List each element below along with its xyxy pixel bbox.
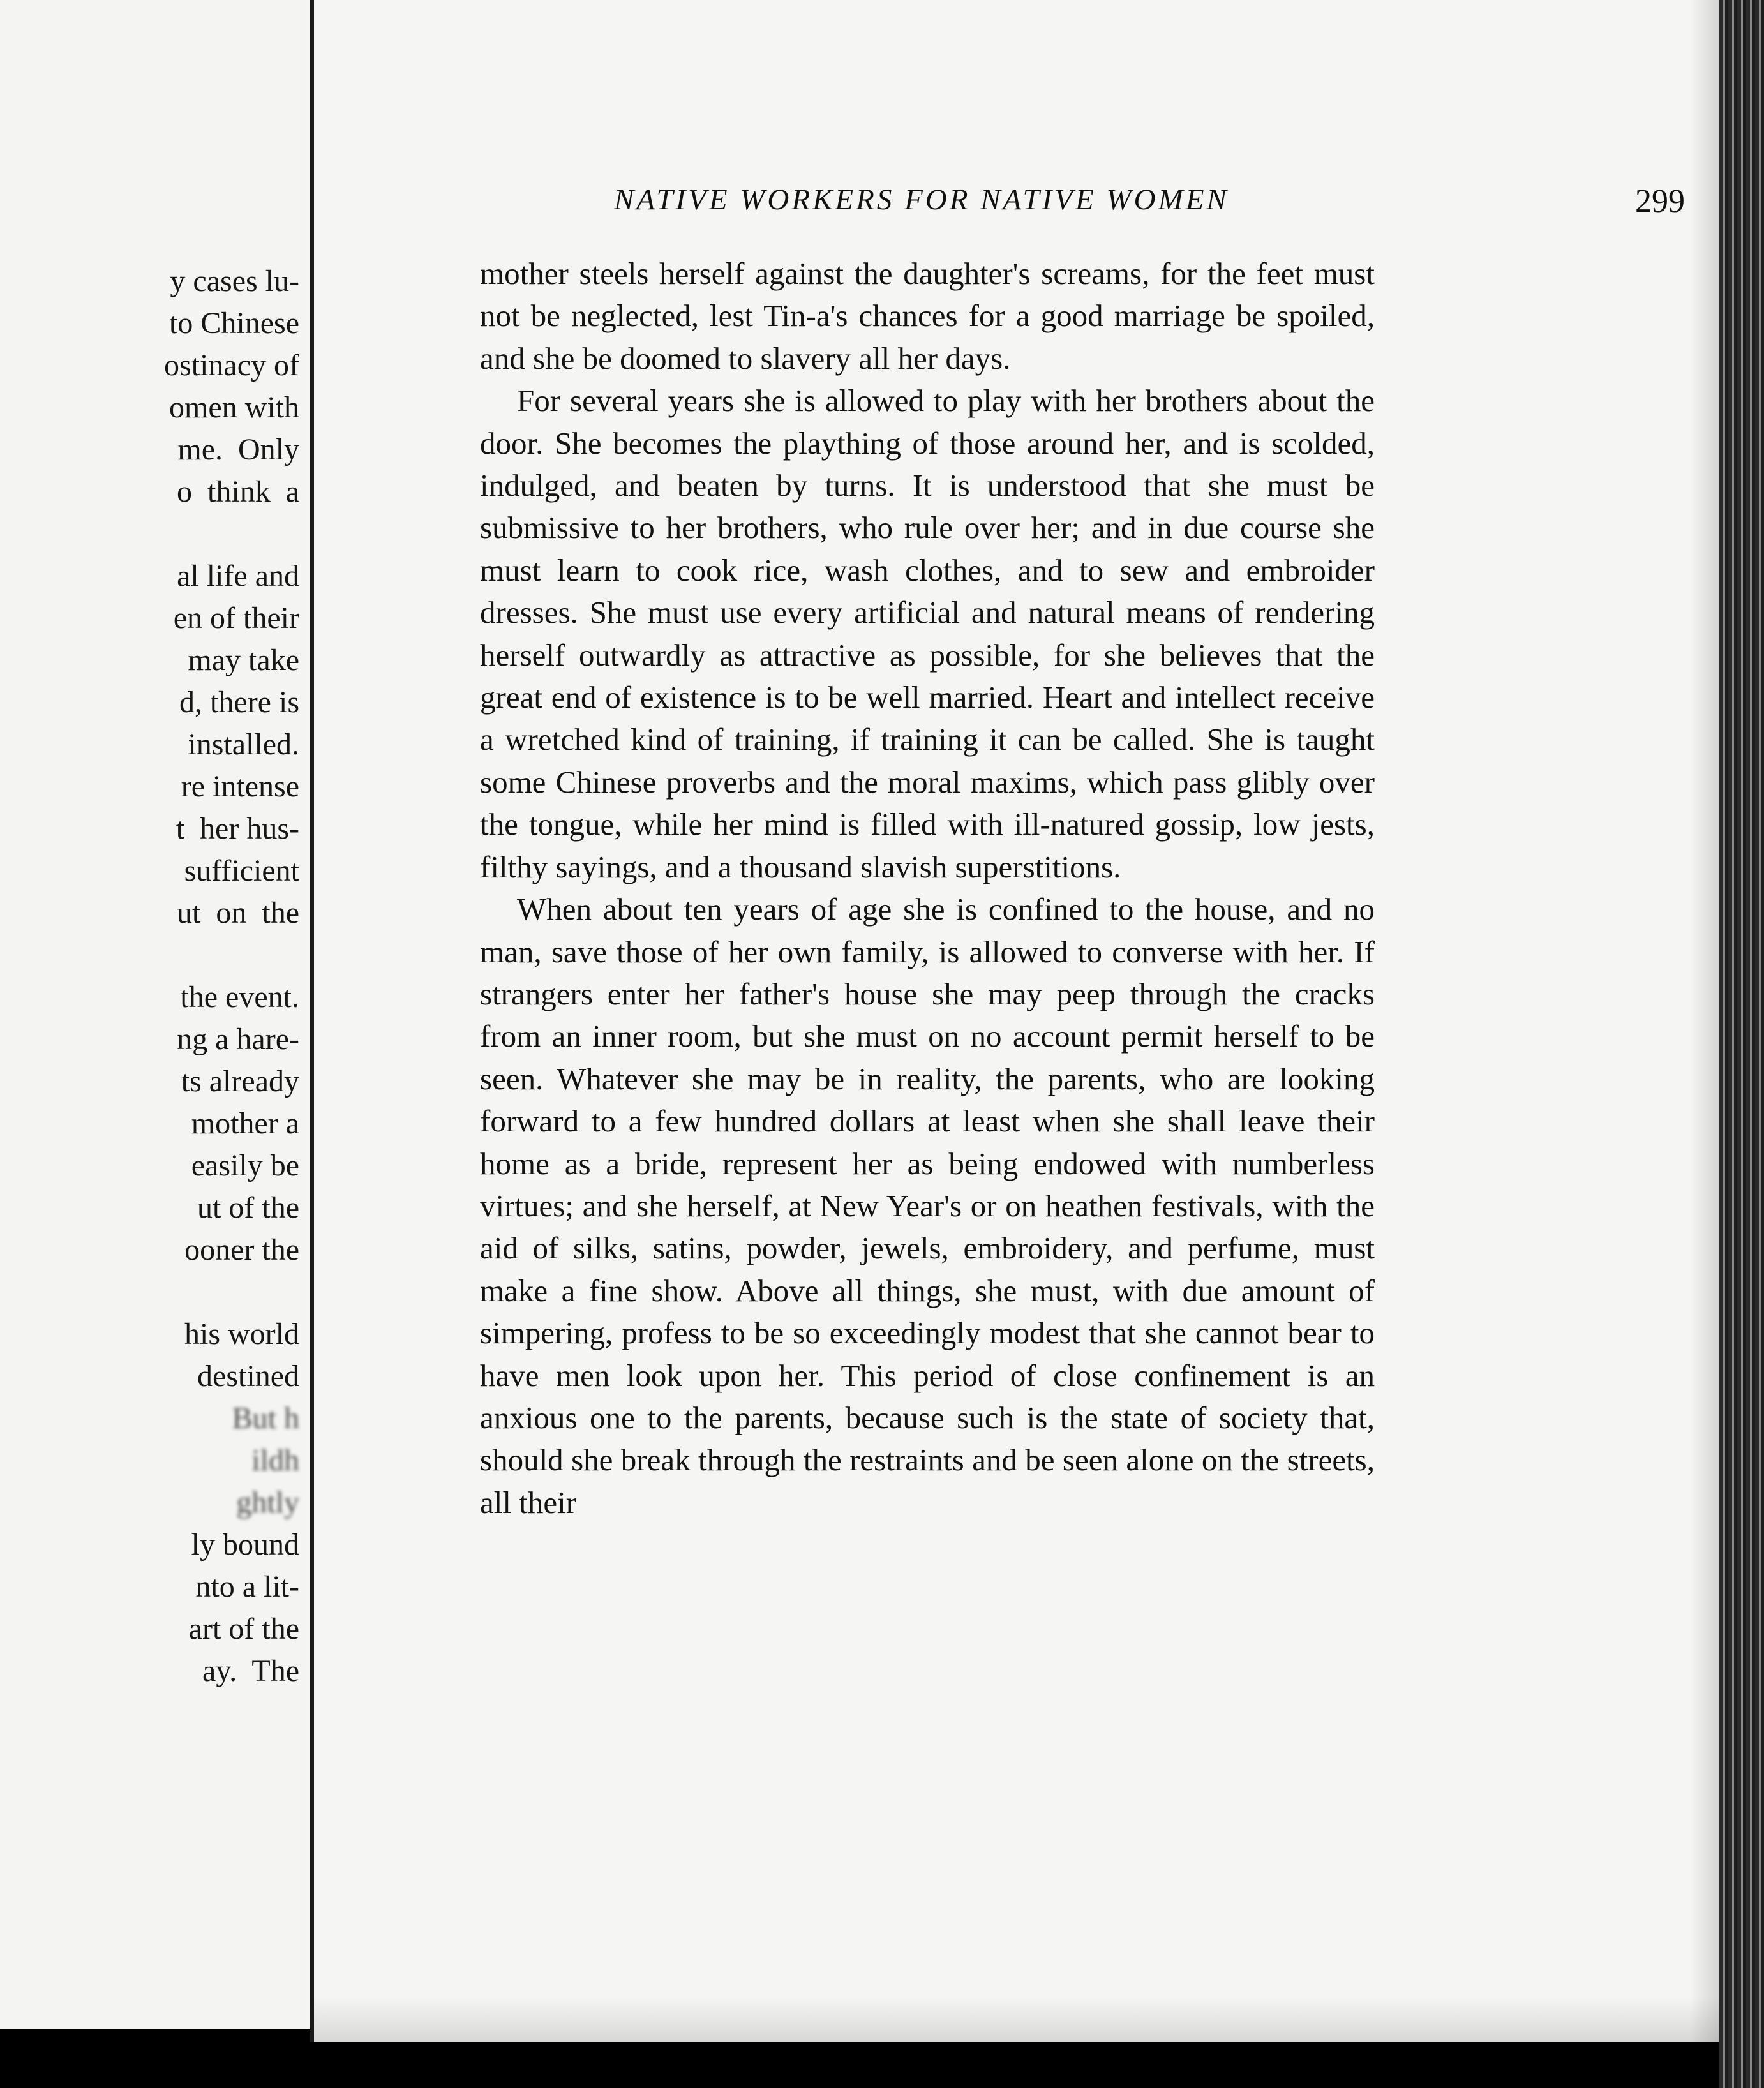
body-text xyxy=(480,253,1375,1524)
page-number: 299 xyxy=(1635,183,1685,220)
left-line: ut of the xyxy=(197,1191,299,1225)
left-line: art of the xyxy=(188,1612,299,1646)
running-title: NATIVE WORKERS FOR NATIVE WOMEN xyxy=(614,183,1229,216)
left-line: But h xyxy=(232,1401,299,1435)
left-line: ut on the xyxy=(177,896,299,930)
left-line: sufficient xyxy=(184,854,299,888)
paragraph: When about ten years of age she is confined to the house, and no man, save those of her own family, is allowed to converse with her. If strangers enter her father's house she may peep through the cracks from an inner room, but she must on no account permit herself to be seen. Whatever she may be in reality, the parents, who are looking forward to a few hundred dollars at least when she shall leave their home as a bride, represent her as being endowed with numberless virtues; and she herself, at New Year's or on heathen festivals, with the aid of silks, satins, powder, jewels, embroidery, and perfume, must make a fine show. Above all things, she must, with due amount of simpering, profess to be so exceedingly modest that she cannot bear to have men look upon her. This period of close confinement is an anxious one to the parents, because such is the state of society that, should she break through the restraints and be seen alone on the streets, all their xyxy=(480,891,1375,1520)
left-line: ostinacy of xyxy=(164,348,299,382)
left-line: easily be xyxy=(191,1149,299,1182)
paragraph: For several years she is allowed to play with her brothers about the door. She becomes the plaything of those around her, and is scolded, indulged, and beaten by turns. It is understood that she must be submissive to her brothers, who rule over her; and in due course she must learn to cook rice, wash clothes, and to sew and embroider dresses. She must use every artificial and natural means of rendering herself outwardly as attractive as possible, for she believes that the great end of existence is to be well married. Heart and intellect receive a wretched kind of training, if training it can be called. She is taught some Chinese proverbs and the moral maxims, which pass glibly over the tongue, while her mind is filled with ill-natured gossip, low jests, filthy sayings, and a thousand slavish superstitions. xyxy=(480,383,1375,884)
left-line: omen with xyxy=(169,391,299,424)
left-line: the event. xyxy=(180,980,299,1014)
facing-page-left xyxy=(0,0,325,2029)
left-line: me. Only xyxy=(177,433,299,466)
facing-page-text xyxy=(164,260,299,1692)
left-line: ildh xyxy=(251,1443,299,1477)
left-line: en of their xyxy=(173,601,299,635)
left-line: to Chinese xyxy=(169,306,299,340)
left-line: mother a xyxy=(191,1107,299,1140)
page-edges xyxy=(1719,0,1764,2088)
left-line: destined xyxy=(197,1359,299,1393)
left-line: y cases lu- xyxy=(170,264,299,298)
left-line: nto a lit- xyxy=(195,1570,299,1604)
left-line: may take xyxy=(188,643,299,677)
left-line: ghtly xyxy=(236,1486,299,1519)
book-page xyxy=(310,0,1728,2042)
left-line: installed. xyxy=(188,727,299,761)
left-line: d, there is xyxy=(179,685,299,719)
running-header xyxy=(614,183,1699,227)
paragraph: mother steels herself against the daughter's screams, for the feet must not be neglected, lest Tin-a's chances for a good marriage be spoiled, and she be doomed to slavery all her days. xyxy=(480,256,1375,376)
left-line: ay. The xyxy=(202,1654,299,1688)
left-line: t her hus- xyxy=(176,812,299,846)
left-line: ooner the xyxy=(184,1233,299,1267)
left-line: ng a hare- xyxy=(177,1022,299,1056)
left-line: re intense xyxy=(181,770,299,803)
left-line: ly bound xyxy=(191,1528,299,1562)
left-line: o think a xyxy=(177,475,299,509)
left-line: his world xyxy=(184,1317,299,1351)
left-line: ts already xyxy=(181,1064,299,1098)
left-line: al life and xyxy=(177,559,299,593)
